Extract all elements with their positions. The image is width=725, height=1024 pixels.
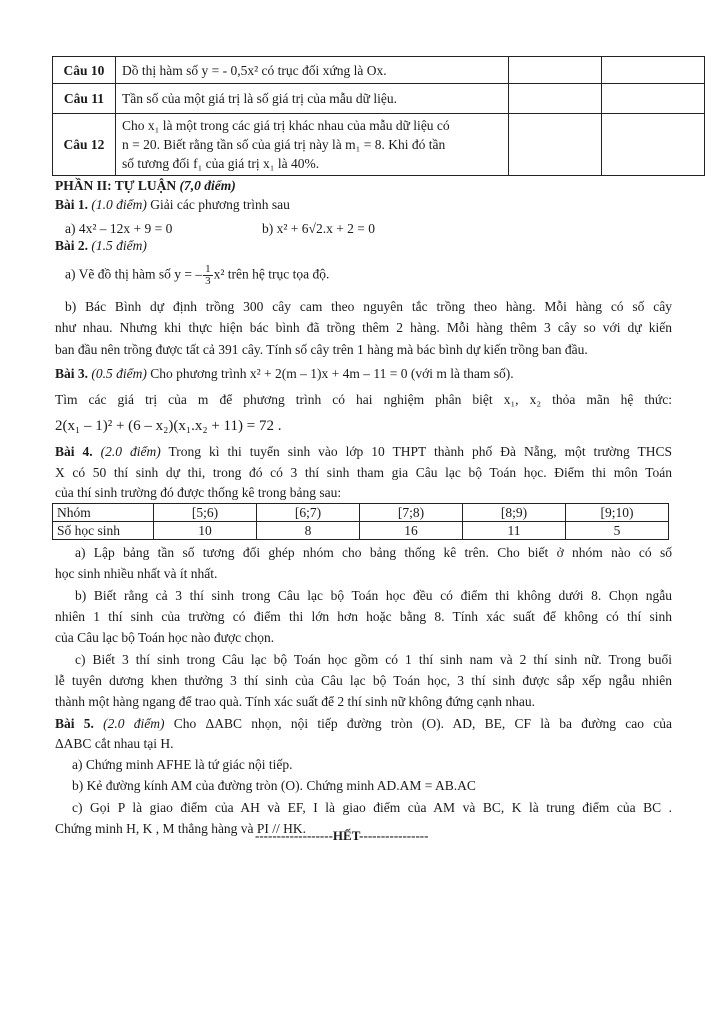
fraction: $\frac{1}{3}$ <box>205 263 211 287</box>
table-cell: 16 <box>360 522 463 540</box>
bai4-a-line: a) Lập bảng tần số tương đối ghép nhóm cho bảng thống kê trên. Cho biết ở nhóm nào có số <box>75 545 672 560</box>
exercise-text: Giải các phương trình sau <box>150 197 290 212</box>
text-line: n = 20. Biết rằng tần số của giá trị này là m₁ = 8. Khi đó tần <box>122 137 446 152</box>
question-text <box>116 114 509 176</box>
true-false-table <box>52 56 705 176</box>
table-cell: 10 <box>154 522 257 540</box>
exercise-points: (1.0 điểm) <box>91 197 147 212</box>
table-cell: 8 <box>257 522 360 540</box>
table-cell: [5;6) <box>154 504 257 522</box>
bai4-b-line: nhiên 1 thí sinh của trường có điểm thi lớn hơn hoặc bằng 8. Tính xác suất để không có thí sinh <box>55 609 672 624</box>
table-row <box>53 504 669 522</box>
exercise-label: Bài 4. <box>55 444 93 459</box>
exercise-label: Bài 5. <box>55 716 94 731</box>
bai4-c-line: thành một hàng ngang để trao quà. Tính xác suất để 2 thí sinh nữ không đứng cạnh nhau. <box>55 694 536 709</box>
question-text: Tần số của một giá trị là số giá trị của mẫu dữ liệu. <box>116 84 509 114</box>
table-cell: [6;7) <box>257 504 360 522</box>
answer-cell <box>509 114 602 176</box>
exercise-points: (1.5 điểm) <box>91 238 147 253</box>
table-cell: 5 <box>566 522 669 540</box>
answer-cell <box>602 84 705 114</box>
bai5-a: a) Chứng minh AFHE là tứ giác nội tiếp. <box>72 757 293 772</box>
bai3-heading <box>55 366 514 382</box>
table-row <box>53 522 669 540</box>
table-row <box>53 57 705 84</box>
bai1-a: a) 4x² – 12x + 9 = 0 <box>65 221 173 236</box>
bai5-line1: Bài 5. (2.0 điểm) Cho ΔABC nhọn, nội tiếp đường tròn (O). AD, BE, CF là ba đường cao của <box>55 716 673 731</box>
answer-cell <box>509 57 602 84</box>
bai2-b-line: b) Bác Bình dự định trồng 300 cây cam theo nguyên tắc trồng theo hàng. Mỗi hàng có số cây <box>65 299 672 314</box>
bai4-line3: của thí sinh trường đó được thống kê trong bảng sau: <box>55 485 342 500</box>
question-label: Câu 12 <box>53 114 116 176</box>
bai2-b-line: như nhau. Nhưng khi thực hiện bác bình đã trồng thêm 2 hàng. Mỗi hàng thêm 3 cây so với dự kiến <box>55 320 672 335</box>
question-text: Dồ thị hàm số y = - 0,5x² có trục đối xứng là Ox. <box>116 57 509 84</box>
end-marker: ------------------HẾT---------------- <box>255 828 429 843</box>
text-line: số tương đối f₁ của giá trị x₁ là 40%. <box>122 156 320 171</box>
bai4-line2: X có 50 thí sinh dự thi, trong đó có 3 thí sinh tham gia Câu lạc bộ Toán học. Điểm thi môn Toán <box>55 465 672 480</box>
exercise-points: (0.5 điểm) <box>91 366 147 381</box>
table-cell: [7;8) <box>360 504 463 522</box>
bai4-b-line: của Câu lạc bộ Toán học nào được chọn. <box>55 630 275 645</box>
bai1-b: b) x² + 6√2.x + 2 = 0 <box>262 221 376 236</box>
question-label: Câu 11 <box>53 84 116 114</box>
table-cell: [8;9) <box>463 504 566 522</box>
table-row <box>53 84 705 114</box>
table-cell: Số học sinh <box>53 522 154 540</box>
exercise-text: Cho phương trình x² + 2(m – 1)x + 4m – 11 = 0 (với m là tham số). <box>150 366 514 381</box>
frequency-table <box>52 503 669 540</box>
exercise-points: (2.0 điểm) <box>103 716 165 731</box>
table-cell: Nhóm <box>53 504 154 522</box>
bai4-c-line: lễ tuyên dương khen thưởng 3 thí sinh của Câu lạc bộ Toán học, 3 thí sinh được sắp xếp ngẫu nhiên <box>55 673 672 688</box>
exercise-label: Bài 2. <box>55 238 89 253</box>
bai4-line1: Bài 4. (2.0 điểm) Trong kì thi tuyển sinh vào lớp 10 THPT thành phố Đà Nẵng, một trường THCS <box>55 444 673 459</box>
bai1-heading <box>55 197 290 213</box>
exercise-points: (2.0 điểm) <box>100 444 161 459</box>
bai5-c-line: Chứng minh H, K , M thẳng hàng và PI // HK. <box>55 821 307 836</box>
text-line: Cho x₁ là một trong các giá trị khác nhau của mẫu dữ liệu có <box>122 118 450 133</box>
bai5-c-line: c) Gọi P là giao điểm của AH và EF, I là giao điểm của AM và BC, K là trung điểm của BC . <box>72 800 672 815</box>
question-label: Câu 10 <box>53 57 116 84</box>
bai5-line2: ΔABC cắt nhau tại H. <box>55 736 174 751</box>
part-title: PHẦN II: TỰ LUẬN <box>55 178 177 193</box>
exercise-label: Bài 3. <box>55 366 89 381</box>
bai5-b: b) Kẻ đường kính AM của đường tròn (O). Chứng minh AD.AM = AB.AC <box>72 778 476 793</box>
bai2-heading <box>55 238 147 254</box>
exercise-label: Bài 1. <box>55 197 89 212</box>
bai2-a: a) Vẽ đồ thị hàm số y = – $\frac{1}{3}$ x² trên hệ trục tọa độ. <box>65 263 330 287</box>
table-cell: [9;10) <box>566 504 669 522</box>
bai3-equation: 2(x₁ – 1)² + (6 – x₂)(x₁.x₂ + 11) = 72 . <box>55 418 282 434</box>
answer-cell <box>509 84 602 114</box>
bai4-a-line: học sinh nhiều nhất và ít nhất. <box>55 566 218 581</box>
bai3-line2: Tìm các giá trị của m để phương trình có hai nghiệm phân biệt x₁, x₂ thỏa mãn hệ thức: <box>55 392 672 407</box>
answer-cell <box>602 57 705 84</box>
table-cell: 11 <box>463 522 566 540</box>
table-row <box>53 114 705 176</box>
bai4-c-line: c) Biết 3 thí sinh trong Câu lạc bộ Toán học gồm có 1 thí sinh nam và 2 thí sinh nữ. Trong buổi <box>75 652 672 667</box>
part-heading <box>55 178 236 194</box>
bai4-b-line: b) Biết rằng cả 3 thí sinh trong Câu lạc bộ Toán học đều có điểm thi không dưới 8. Chọn ngẫu <box>75 588 672 603</box>
answer-cell <box>602 114 705 176</box>
bai2-b-line: ban đầu nên trồng được tất cả 391 cây. Tính số cây trên 1 hàng mà bác bình dự kiến trồng ban đầu. <box>55 342 588 357</box>
part-points: (7,0 điểm) <box>179 178 236 193</box>
